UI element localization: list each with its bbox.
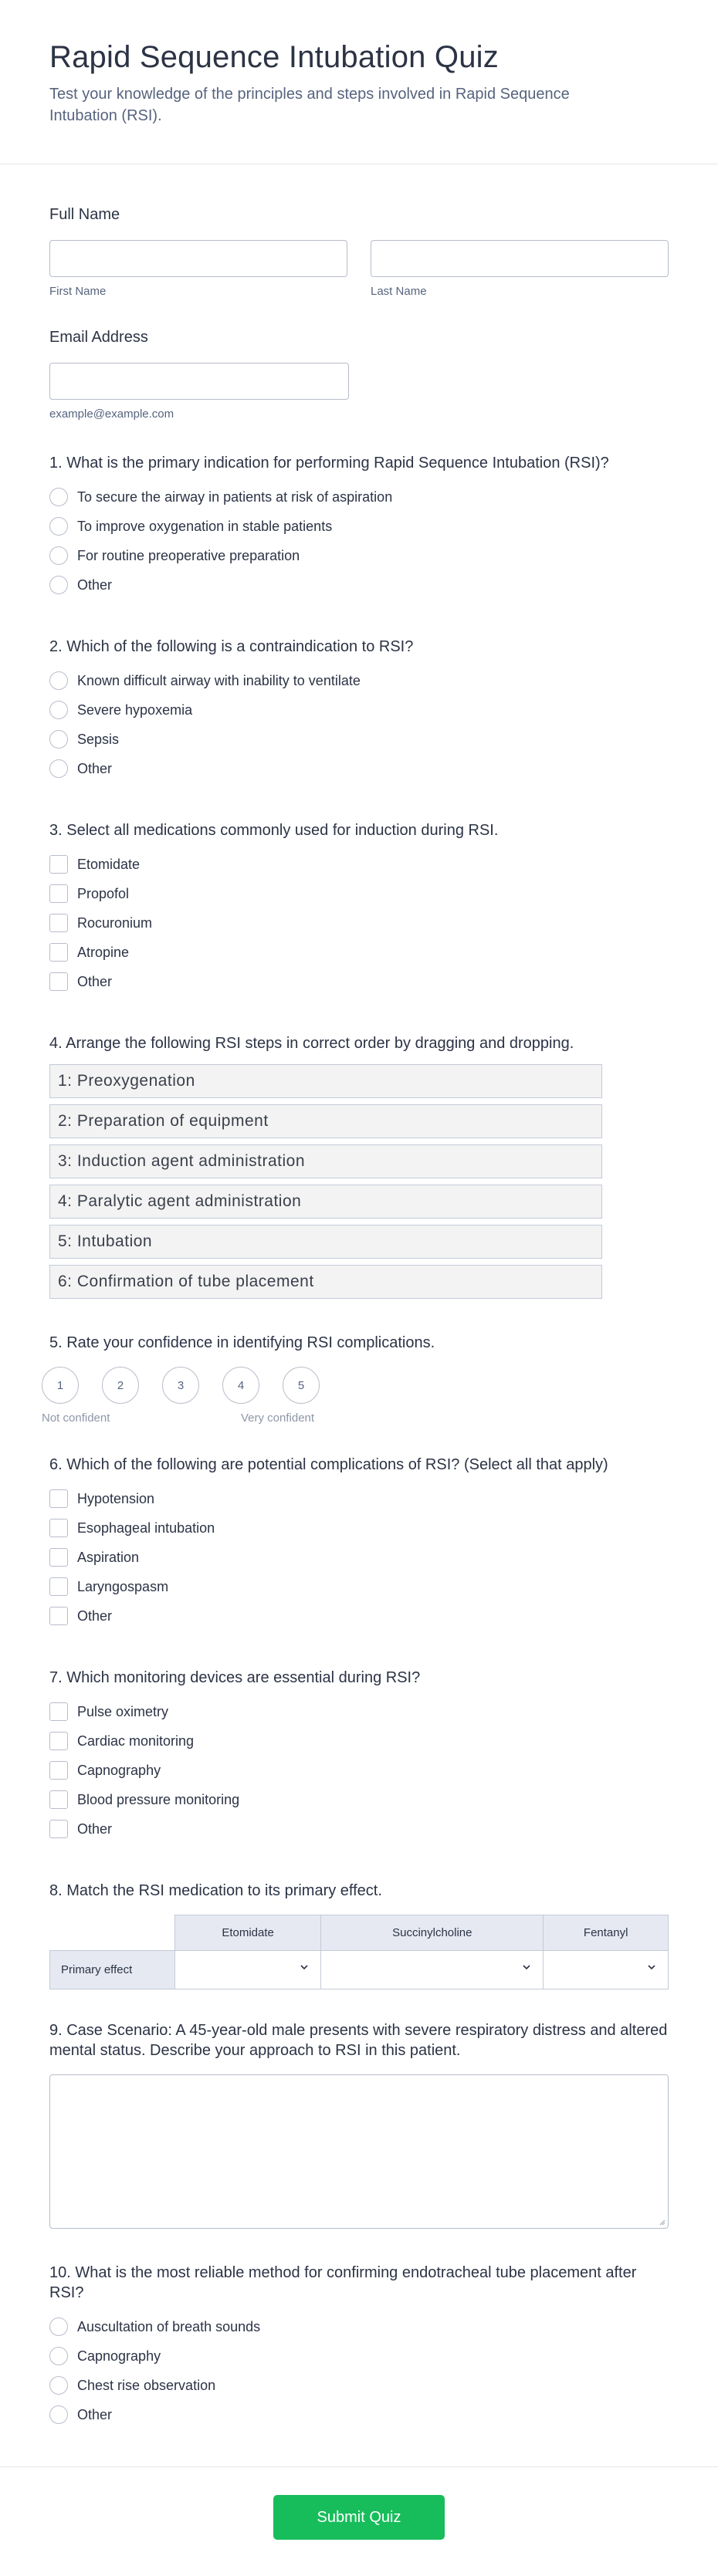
option-label: Auscultation of breath sounds <box>77 2318 261 2334</box>
question-2 <box>49 637 669 783</box>
option-label: Pulse oximetry <box>77 1703 169 1719</box>
email-field <box>49 327 669 421</box>
first-name-sublabel: First Name <box>49 285 107 298</box>
checkbox-option[interactable] <box>49 1601 669 1631</box>
checkbox-option[interactable] <box>49 1756 669 1785</box>
checkbox[interactable] <box>49 1489 68 1508</box>
last-name-sublabel: Last Name <box>371 285 427 298</box>
option-label: Other <box>77 2406 113 2422</box>
checkbox-option[interactable] <box>49 1513 669 1543</box>
question-6-title: 6. Which of the following are potential complications of RSI? (Select all that apply) <box>49 1456 608 1473</box>
question-10-title: 10. What is the most reliable method for confirming endotracheal tube placement after RSI? <box>49 2264 637 2301</box>
option-label: Chest rise observation <box>77 2377 216 2393</box>
form-footer <box>0 2466 718 2576</box>
question-1-title: 1. What is the primary indication for performing Rapid Sequence Intubation (RSI)? <box>49 455 609 472</box>
radio-option[interactable] <box>49 2312 669 2341</box>
checkbox[interactable] <box>49 914 68 932</box>
full-name-field <box>49 205 669 298</box>
option-label: For routine preoperative preparation <box>77 547 300 563</box>
question-9 <box>49 2020 669 2229</box>
option-label: Atropine <box>77 944 130 960</box>
matrix-select[interactable] <box>321 1951 544 1989</box>
checkbox[interactable] <box>49 1761 68 1780</box>
radio-option[interactable] <box>49 666 669 695</box>
question-9-title: 9. Case Scenario: A 45-year-old male presents with severe respiratory distress and altered mental status. Describe your approach to RSI in this patient. <box>49 2022 668 2059</box>
ranking-list <box>49 1064 602 1299</box>
ranking-item[interactable]: 2: Preparation of equipment <box>49 1104 602 1138</box>
checkbox-option[interactable] <box>49 1726 669 1756</box>
radio-button[interactable] <box>49 576 68 594</box>
question-2-title: 2. Which of the following is a contraindication to RSI? <box>49 638 414 655</box>
checkbox-option[interactable] <box>49 938 669 967</box>
checkbox-option[interactable] <box>49 1697 669 1726</box>
ranking-item[interactable]: 1: Preoxygenation <box>49 1064 602 1098</box>
option-label: Hypotension <box>77 1490 155 1506</box>
radio-button[interactable] <box>49 2317 68 2336</box>
matching-matrix <box>49 1915 669 1989</box>
radio-button[interactable] <box>49 2347 68 2365</box>
option-label: Other <box>77 576 113 593</box>
scale-high-label: Very confident <box>241 1411 315 1425</box>
chevron-down-icon <box>646 1962 657 1973</box>
checkbox[interactable] <box>49 1702 68 1721</box>
option-label: Severe hypoxemia <box>77 701 193 718</box>
question-3 <box>49 820 669 996</box>
radio-button[interactable] <box>49 488 68 506</box>
question-7 <box>49 1668 669 1844</box>
radio-option[interactable] <box>49 512 669 541</box>
form-header <box>0 0 718 164</box>
checkbox[interactable] <box>49 855 68 874</box>
scale-option[interactable]: 2 <box>102 1367 139 1404</box>
checkbox[interactable] <box>49 1732 68 1750</box>
full-name-label: Full Name <box>49 206 120 223</box>
question-8-title: 8. Match the RSI medication to its primary effect. <box>49 1882 382 1899</box>
matrix-column-header: Succinylcholine <box>321 1915 544 1951</box>
matrix-select[interactable] <box>175 1951 321 1989</box>
option-label: Sepsis <box>77 731 120 747</box>
ranking-item[interactable]: 5: Intubation <box>49 1225 602 1259</box>
scale-option[interactable]: 3 <box>162 1367 199 1404</box>
checkbox[interactable] <box>49 1548 68 1567</box>
radio-option[interactable] <box>49 570 669 600</box>
checkbox[interactable] <box>49 884 68 903</box>
radio-button[interactable] <box>49 701 68 719</box>
option-label: Capnography <box>77 2348 161 2364</box>
email-input[interactable] <box>49 363 349 400</box>
quiz-form <box>0 164 718 2429</box>
radio-option[interactable] <box>49 2400 669 2429</box>
option-label: Etomidate <box>77 856 141 872</box>
radio-option[interactable] <box>49 482 669 512</box>
checkbox-option[interactable] <box>49 1785 669 1814</box>
checkbox-option[interactable] <box>49 1543 669 1572</box>
checkbox[interactable] <box>49 972 68 991</box>
matrix-column-header: Etomidate <box>175 1915 321 1951</box>
radio-option[interactable] <box>49 695 669 725</box>
option-label: To improve oxygenation in stable patients <box>77 518 333 534</box>
radio-button[interactable] <box>49 671 68 690</box>
option-label: Aspiration <box>77 1549 140 1565</box>
option-label: Capnography <box>77 1762 161 1778</box>
scale-option[interactable]: 1 <box>42 1367 79 1404</box>
question-8 <box>49 1881 669 1989</box>
option-label: Rocuronium <box>77 914 153 931</box>
matrix-select[interactable] <box>544 1951 669 1989</box>
ranking-item[interactable]: 6: Confirmation of tube placement <box>49 1265 602 1299</box>
checkbox-option[interactable] <box>49 879 669 908</box>
radio-button[interactable] <box>49 517 68 536</box>
checkbox-option[interactable] <box>49 1572 669 1601</box>
radio-button[interactable] <box>49 2405 68 2424</box>
option-label: Other <box>77 760 113 776</box>
option-label: To secure the airway in patients at risk of aspiration <box>77 488 393 505</box>
rating-scale <box>42 1367 669 1404</box>
radio-button[interactable] <box>49 759 68 778</box>
case-answer-textarea[interactable] <box>49 2074 669 2229</box>
option-label: Known difficult airway with inability to ventilate <box>77 672 361 688</box>
email-sublabel: example@example.com <box>49 407 174 421</box>
submit-button[interactable]: Submit Quiz <box>273 2495 445 2540</box>
option-label: Blood pressure monitoring <box>77 1791 240 1807</box>
radio-button[interactable] <box>49 2376 68 2395</box>
question-10 <box>49 2263 669 2429</box>
last-name-input[interactable] <box>371 240 669 277</box>
checkbox[interactable] <box>49 1790 68 1809</box>
question-4 <box>49 1033 669 1299</box>
ranking-item[interactable]: 4: Paralytic agent administration <box>49 1185 602 1219</box>
email-label: Email Address <box>49 329 148 346</box>
ranking-item[interactable]: 3: Induction agent administration <box>49 1144 602 1178</box>
radio-option[interactable] <box>49 2341 669 2371</box>
first-name-input[interactable] <box>49 240 347 277</box>
matrix-column-header: Fentanyl <box>544 1915 669 1951</box>
option-label: Other <box>77 973 113 989</box>
radio-option[interactable] <box>49 2371 669 2400</box>
scale-low-label: Not confident <box>42 1411 110 1425</box>
checkbox[interactable] <box>49 1607 68 1625</box>
radio-button[interactable] <box>49 730 68 749</box>
radio-option[interactable] <box>49 754 669 783</box>
question-6 <box>49 1455 669 1631</box>
question-4-title: 4. Arrange the following RSI steps in correct order by dragging and dropping. <box>49 1035 574 1052</box>
option-label: Other <box>77 1607 113 1624</box>
radio-option[interactable] <box>49 725 669 754</box>
radio-button[interactable] <box>49 546 68 565</box>
checkbox-option[interactable] <box>49 850 669 879</box>
checkbox[interactable] <box>49 943 68 962</box>
question-7-title: 7. Which monitoring devices are essential during RSI? <box>49 1669 421 1686</box>
option-label: Esophageal intubation <box>77 1520 215 1536</box>
question-3-title: 3. Select all medications commonly used for induction during RSI. <box>49 822 499 839</box>
page-subtitle: Test your knowledge of the principles and steps involved in Rapid Sequence Intubation (RSI). <box>49 86 570 124</box>
checkbox[interactable] <box>49 1820 68 1838</box>
checkbox-option[interactable] <box>49 1814 669 1844</box>
page-title: Rapid Sequence Intubation Quiz <box>49 40 499 74</box>
option-label: Other <box>77 1820 113 1837</box>
option-label: Propofol <box>77 885 130 901</box>
scale-option[interactable]: 4 <box>222 1367 259 1404</box>
matrix-row-header: Primary effect <box>50 1951 175 1989</box>
question-1 <box>49 453 669 600</box>
checkbox-option[interactable] <box>49 967 669 996</box>
option-label: Laryngospasm <box>77 1578 169 1594</box>
checkbox-option[interactable] <box>49 908 669 938</box>
checkbox[interactable] <box>49 1577 68 1596</box>
chevron-down-icon <box>521 1962 532 1973</box>
option-label: Cardiac monitoring <box>77 1733 195 1749</box>
matrix-corner <box>50 1915 175 1951</box>
chevron-down-icon <box>299 1962 310 1973</box>
resize-grip-icon[interactable] <box>658 2218 666 2226</box>
checkbox[interactable] <box>49 1519 68 1537</box>
scale-option[interactable]: 5 <box>283 1367 320 1404</box>
radio-option[interactable] <box>49 541 669 570</box>
checkbox-option[interactable] <box>49 1484 669 1513</box>
question-5-title: 5. Rate your confidence in identifying RSI complications. <box>49 1334 435 1351</box>
question-5 <box>42 1333 669 1427</box>
